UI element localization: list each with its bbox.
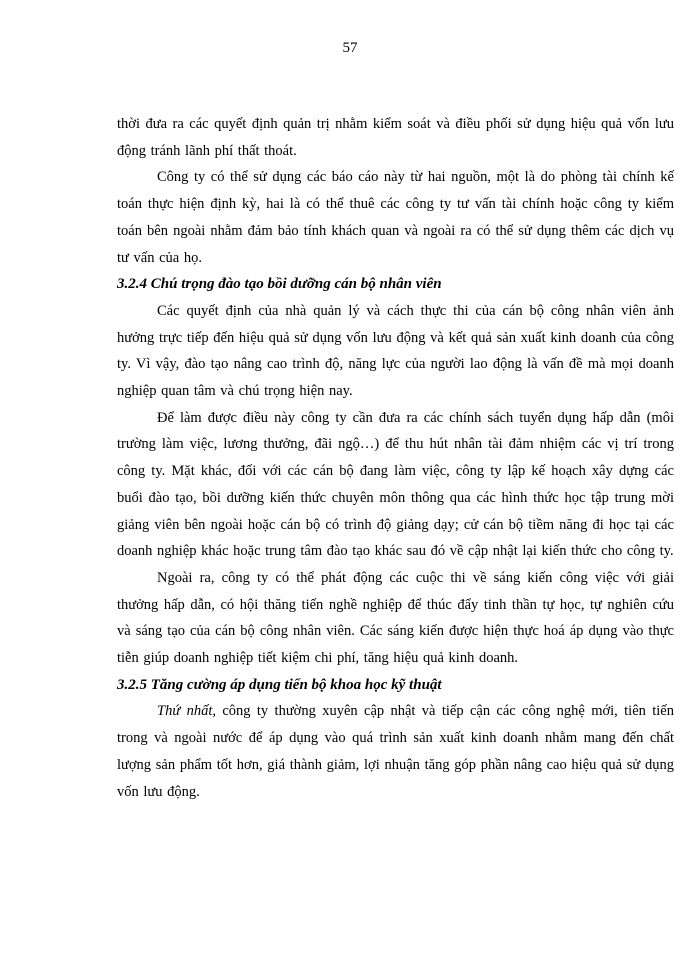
section-heading-3-2-4: 3.2.4 Chú trọng đào tạo bồi dưỡng cán bộ nhân viên bbox=[117, 276, 442, 293]
paragraph-continued: thời đưa ra các quyết định quản trị nhằm kiểm soát và điều phối sử dụng hiệu quả vốn lưu động tránh lãnh phí thất thoát. bbox=[117, 116, 674, 159]
paragraph-lead-italic: Thứ nhất, bbox=[157, 703, 216, 720]
paragraph-innovation-contests: Ngoài ra, công ty có thể phát động các cuộc thi về sáng kiến công việc với giải thưởng hấp dẫn, có hội thăng tiến nghề nghiệp để thúc đẩy tinh thần tự học, tự nghiên cứu và sáng tạo của cán bộ công nhân viên. Các sáng kiến được hiện thực hoá áp dụng vào thực tiễn giúp doanh nghiệp tiết kiệm chi phí, tăng hiệu quả kinh doanh. bbox=[117, 569, 674, 667]
paragraph-recruitment-training: Để làm được điều này công ty cần đưa ra các chính sách tuyển dụng hấp dẫn (môi trường làm việc, lương thưởng, đãi ngộ…) để thu hút nhân tài đảm nhiệm các vị trí trong công ty. Mặt khác, đối với các cán bộ đang làm việc, công ty lập kế hoạch xây dựng các buổi đào tạo, bồi dưỡng kiến thức chuyên môn thông qua các hình thức học tập trung mời giảng viên bên ngoài hoặc cán bộ có trình độ giảng dạy; cử cán bộ tiềm năng đi học tại các doanh nghiệp khác hoặc trung tâm đào tạo khác sau đó về cập nhật lại kiến thức cho công ty. bbox=[117, 409, 674, 560]
section-heading-3-2-5: 3.2.5 Tăng cường áp dụng tiến bộ khoa học kỹ thuật bbox=[117, 676, 442, 693]
page-number: 57 bbox=[342, 40, 358, 56]
paragraph-technology-first bbox=[117, 698, 674, 805]
paragraph-staff-decisions: Các quyết định của nhà quản lý và cách thực thi của cán bộ công nhân viên ảnh hưởng trực tiếp đến hiệu quả sử dụng vốn lưu động và kết quả sản xuất kinh doanh của công ty. Vì vậy, đào tạo nâng cao trình độ, năng lực của người lao động là vấn đề mà mọi doanh nghiệp quan tâm và chú trọng hiện nay. bbox=[117, 302, 674, 400]
paragraph-technology-text: công ty thường xuyên cập nhật và tiếp cận các công nghệ mới, tiên tiến trong và ngoài nước để áp dụng vào quá trình sản xuất kinh doanh nhằm mang đến chất lượng sản phẩm tốt hơn, giá thành giảm, lợi nhuận tăng góp phần nâng cao hiệu quả sử dụng vốn lưu động. bbox=[117, 703, 674, 800]
paragraph-report-sources: Công ty có thể sử dụng các báo cáo này từ hai nguồn, một là do phòng tài chính kế toán thực hiện định kỳ, hai là có thể thuê các công ty tư vấn tài chính hoặc công ty kiểm toán bên ngoài nhằm đảm bảo tính khách quan và ngoài ra có thể sử dụng thêm các dịch vụ tư vấn của họ. bbox=[117, 169, 674, 266]
page-content bbox=[117, 111, 674, 805]
